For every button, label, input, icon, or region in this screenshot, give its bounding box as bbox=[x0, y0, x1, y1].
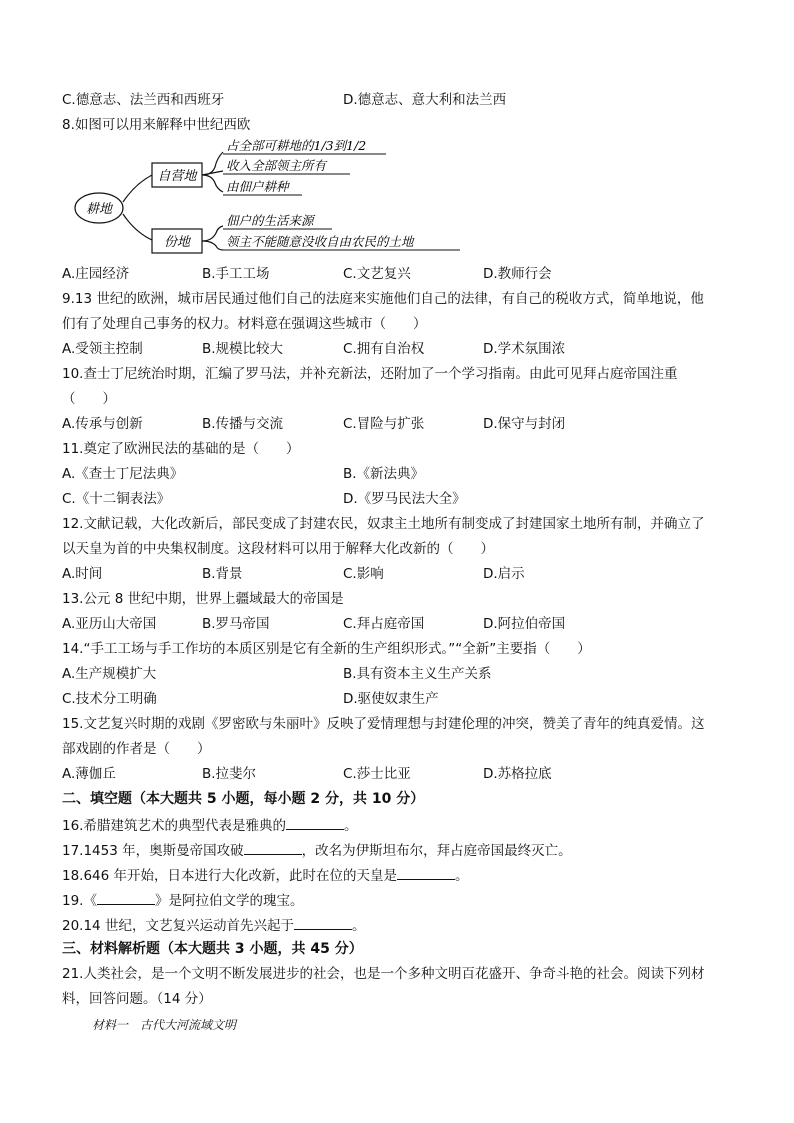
option-8b: B.手工工场 bbox=[202, 266, 270, 282]
option-14a: A.生产规模扩大 bbox=[62, 666, 157, 682]
option-14d: D.驱使奴隶生产 bbox=[343, 691, 439, 707]
option-15a: A.薄伽丘 bbox=[62, 766, 116, 782]
option-8a: A.庄园经济 bbox=[62, 266, 130, 282]
diagram-root-label: 耕地 bbox=[85, 202, 113, 217]
answer-blank-20[interactable] bbox=[294, 915, 352, 930]
option-7c: C.德意志、法兰西和西班牙 bbox=[62, 92, 225, 108]
question-17 bbox=[62, 840, 572, 860]
question-20-text: 20.14 世纪，文艺复兴运动首先兴起于 bbox=[62, 918, 294, 934]
option-13c: C.拜占庭帝国 bbox=[343, 616, 425, 632]
option-11b: B.《新法典》 bbox=[343, 466, 425, 482]
option-13a: A.亚历山大帝国 bbox=[62, 616, 157, 632]
question-21-line-2: 料，回答问题。（14 分） bbox=[62, 991, 212, 1007]
question-14-stem: 14.“手工工场与手工作坊的本质区别是它有全新的生产组织形式。”“全新”主要指（ ） bbox=[62, 641, 591, 657]
diagram-branch-a-label: 自营地 bbox=[157, 169, 197, 184]
answer-blank-19[interactable] bbox=[97, 890, 155, 905]
option-8d: D.教师行会 bbox=[483, 266, 552, 282]
option-14c: C.技术分工明确 bbox=[62, 691, 157, 707]
option-13b: B.罗马帝国 bbox=[202, 616, 270, 632]
question-17-text: 17.1453 年，奥斯曼帝国攻破 bbox=[62, 843, 244, 859]
option-10a: A.传承与创新 bbox=[62, 416, 143, 432]
question-17-tail: ，改名为伊斯坦布尔，拜占庭帝国最终灭亡。 bbox=[301, 843, 572, 859]
option-11a: A.《查士丁尼法典》 bbox=[62, 466, 184, 482]
question-21-line-1: 21.人类社会，是一个文明不断发展进步的社会，也是一个多种文明百花盛开、争奇斗艳的社会。阅读下列材 bbox=[62, 966, 705, 982]
option-9b: B.规模比较大 bbox=[202, 341, 284, 357]
question-13-stem: 13.公元 8 世纪中期，世界上疆域最大的帝国是 bbox=[62, 591, 344, 607]
option-12b: B.背景 bbox=[202, 566, 243, 582]
option-9d: D.学术氛围浓 bbox=[483, 341, 566, 357]
question-11-stem: 11.奠定了欧洲民法的基础的是（ ） bbox=[62, 441, 300, 457]
option-12d: D.启示 bbox=[483, 566, 525, 582]
question-18-tail: 。 bbox=[455, 868, 469, 884]
option-7d: D.德意志、意大利和法兰西 bbox=[343, 92, 507, 108]
question-16 bbox=[62, 815, 357, 835]
connector-a-fork bbox=[202, 152, 223, 192]
question-19 bbox=[62, 890, 303, 910]
diagram-b-item-1: 佃户的生活来源 bbox=[226, 213, 314, 228]
option-15b: B.拉斐尔 bbox=[202, 766, 257, 782]
question-9-line-1: 9.13 世纪的欧洲，城市居民通过他们自己的法庭来实施他们自己的法律，有自己的税收方式，简单地说，他 bbox=[62, 291, 704, 307]
question-20-tail: 。 bbox=[351, 918, 366, 934]
option-10d: D.保守与封闭 bbox=[483, 416, 566, 432]
option-15d: D.苏格拉底 bbox=[483, 766, 552, 782]
question-19-text: 19.《 bbox=[62, 893, 97, 909]
section-2-heading: 二、填空题（本大题共 5 小题，每小题 2 分，共 10 分） bbox=[62, 791, 425, 807]
option-11c: C.《十二铜表法》 bbox=[62, 491, 171, 507]
option-15c: C.莎士比亚 bbox=[343, 766, 411, 782]
question-19-tail: 》是阿拉伯文学的瑰宝。 bbox=[154, 893, 304, 909]
question-12-line-2: 以天皇为首的中央集权制度。这段材料可以用于解释大化改新的（ ） bbox=[62, 541, 494, 557]
option-8c: C.文艺复兴 bbox=[343, 266, 411, 282]
diagram-a-item-1: 占全部可耕地的1/3到1/2 bbox=[226, 138, 367, 153]
question-9-line-2: 们有了处理自己事务的权力。材料意在强调这些城市（ ） bbox=[62, 316, 427, 332]
material-1-caption: 材料一 古代大河流域文明 bbox=[92, 1018, 237, 1032]
option-11d: D.《罗马民法大全》 bbox=[343, 491, 466, 507]
option-12c: C.影响 bbox=[343, 566, 384, 582]
option-9c: C.拥有自治权 bbox=[343, 341, 425, 357]
question-18-text: 18.646 年开始，日本进行大化改新，此时在位的天皇是 bbox=[62, 868, 398, 884]
question-8-stem: 8.如图可以用来解释中世纪西欧 bbox=[62, 117, 251, 133]
connector-root-a bbox=[123, 175, 152, 202]
section-3-heading: 三、材料解析题（本大题共 3 小题，共 45 分） bbox=[62, 941, 363, 957]
question-10-line-2: （ ） bbox=[62, 391, 116, 407]
question-16-text: 16.希腊建筑艺术的典型代表是雅典的 bbox=[62, 818, 286, 834]
answer-blank-16[interactable] bbox=[286, 815, 344, 830]
diagram-a-item-2: 收入全部领主所有 bbox=[226, 158, 327, 173]
question-20 bbox=[62, 915, 365, 935]
diagram-b-item-2: 领主不能随意没收自由农民的土地 bbox=[226, 234, 414, 249]
option-14b: B.具有资本主义生产关系 bbox=[343, 666, 492, 682]
connector-b-fork bbox=[202, 226, 223, 250]
diagram-a-item-3: 由佃户耕种 bbox=[226, 179, 289, 194]
land-diagram bbox=[70, 134, 470, 258]
option-10b: B.传播与交流 bbox=[202, 416, 284, 432]
option-12a: A.时间 bbox=[62, 566, 103, 582]
question-15-line-2: 部戏剧的作者是（ ） bbox=[62, 741, 211, 757]
question-15-line-1: 15.文艺复兴时期的戏剧《罗密欧与朱丽叶》反映了爱情理想与封建伦理的冲突，赞美了青年的纯真爱情。这 bbox=[62, 716, 705, 732]
question-18 bbox=[62, 865, 469, 885]
question-16-tail: 。 bbox=[343, 818, 358, 834]
option-13d: D.阿拉伯帝国 bbox=[483, 616, 566, 632]
answer-blank-17[interactable] bbox=[244, 840, 302, 855]
question-10-line-1: 10.查士丁尼统治时期，汇编了罗马法，并补充新法，还附加了一个学习指南。由此可见拜占庭帝国注重 bbox=[62, 366, 678, 382]
option-9a: A.受领主控制 bbox=[62, 341, 143, 357]
option-10c: C.冒险与扩张 bbox=[343, 416, 425, 432]
diagram-branch-b-label: 份地 bbox=[163, 235, 191, 250]
question-12-line-1: 12.文献记载，大化改新后，部民变成了封建农民，奴隶主土地所有制变成了封建国家土地所有制，并确立了 bbox=[62, 516, 705, 532]
connector-root-b bbox=[123, 214, 152, 240]
answer-blank-18[interactable] bbox=[397, 865, 455, 880]
